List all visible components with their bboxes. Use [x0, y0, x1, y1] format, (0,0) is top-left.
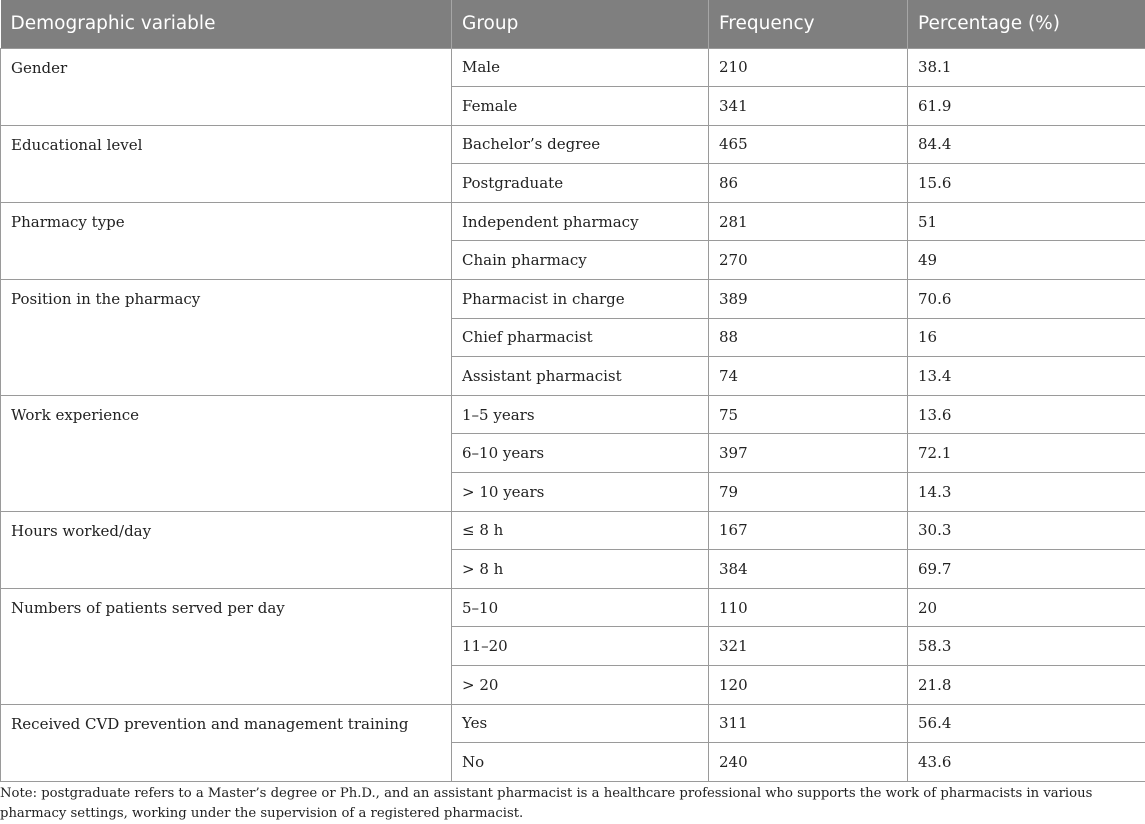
- variable-cell: Work experience: [1, 395, 452, 511]
- header-group: Group: [452, 0, 709, 48]
- group-cell: Postgraduate: [452, 164, 709, 203]
- frequency-cell: 74: [709, 357, 908, 396]
- table-row: [1, 511, 1145, 550]
- group-cell: 6–10 years: [452, 434, 709, 473]
- percentage-cell: 49: [908, 241, 1145, 280]
- group-cell: Chief pharmacist: [452, 318, 709, 357]
- percentage-cell: 15.6: [908, 164, 1145, 203]
- variable-cell: Pharmacy type: [1, 202, 452, 279]
- group-cell: ≤ 8 h: [452, 511, 709, 550]
- percentage-cell: 43.6: [908, 743, 1145, 782]
- percentage-cell: 58.3: [908, 627, 1145, 666]
- percentage-cell: 16: [908, 318, 1145, 357]
- group-cell: Chain pharmacy: [452, 241, 709, 280]
- group-cell: > 8 h: [452, 550, 709, 589]
- group-cell: No: [452, 743, 709, 782]
- table-header-row: [1, 0, 1145, 48]
- frequency-cell: 120: [709, 666, 908, 705]
- group-cell: 11–20: [452, 627, 709, 666]
- group-cell: Bachelor’s degree: [452, 125, 709, 164]
- percentage-cell: 30.3: [908, 511, 1145, 550]
- frequency-cell: 270: [709, 241, 908, 280]
- percentage-cell: 84.4: [908, 125, 1145, 164]
- table-row: [1, 202, 1145, 241]
- variable-cell: Numbers of patients served per day: [1, 588, 452, 704]
- percentage-cell: 20: [908, 588, 1145, 627]
- frequency-cell: 86: [709, 164, 908, 203]
- frequency-cell: 240: [709, 743, 908, 782]
- frequency-cell: 384: [709, 550, 908, 589]
- percentage-cell: 61.9: [908, 87, 1145, 126]
- percentage-cell: 51: [908, 202, 1145, 241]
- table-note: Note: postgraduate refers to a Master’s degree or Ph.D., and an assistant pharmacist is a healthcare professional who supports the work of pharmacists in various pharmacy settings, working under the supervision of a registered pharmacist.: [0, 786, 1093, 821]
- group-cell: Independent pharmacy: [452, 202, 709, 241]
- variable-cell: Received CVD prevention and management training: [1, 704, 452, 781]
- group-cell: Yes: [452, 704, 709, 743]
- group-cell: Assistant pharmacist: [452, 357, 709, 396]
- header-frequency: Frequency: [709, 0, 908, 48]
- variable-cell: Gender: [1, 48, 452, 125]
- percentage-cell: 70.6: [908, 280, 1145, 319]
- percentage-cell: 56.4: [908, 704, 1145, 743]
- header-demographic-variable: Demographic variable: [1, 0, 452, 48]
- table-body: [1, 48, 1145, 781]
- table-row: [1, 48, 1145, 87]
- variable-cell: Hours worked/day: [1, 511, 452, 588]
- frequency-cell: 210: [709, 48, 908, 87]
- percentage-cell: 14.3: [908, 473, 1145, 512]
- frequency-cell: 79: [709, 473, 908, 512]
- frequency-cell: 465: [709, 125, 908, 164]
- variable-cell: Educational level: [1, 125, 452, 202]
- table-row: [1, 588, 1145, 627]
- group-cell: Female: [452, 87, 709, 126]
- frequency-cell: 281: [709, 202, 908, 241]
- frequency-cell: 389: [709, 280, 908, 319]
- group-cell: Male: [452, 48, 709, 87]
- table-row: [1, 125, 1145, 164]
- table-row: [1, 395, 1145, 434]
- group-cell: 1–5 years: [452, 395, 709, 434]
- group-cell: Pharmacist in charge: [452, 280, 709, 319]
- percentage-cell: 69.7: [908, 550, 1145, 589]
- variable-cell: Position in the pharmacy: [1, 280, 452, 396]
- table-row: [1, 280, 1145, 319]
- table-row: [1, 704, 1145, 743]
- percentage-cell: 38.1: [908, 48, 1145, 87]
- group-cell: > 20: [452, 666, 709, 705]
- frequency-cell: 311: [709, 704, 908, 743]
- header-percentage: Percentage (%): [908, 0, 1145, 48]
- frequency-cell: 167: [709, 511, 908, 550]
- group-cell: 5–10: [452, 588, 709, 627]
- percentage-cell: 13.4: [908, 357, 1145, 396]
- frequency-cell: 341: [709, 87, 908, 126]
- frequency-cell: 88: [709, 318, 908, 357]
- group-cell: > 10 years: [452, 473, 709, 512]
- percentage-cell: 13.6: [908, 395, 1145, 434]
- frequency-cell: 397: [709, 434, 908, 473]
- percentage-cell: 21.8: [908, 666, 1145, 705]
- frequency-cell: 110: [709, 588, 908, 627]
- frequency-cell: 321: [709, 627, 908, 666]
- frequency-cell: 75: [709, 395, 908, 434]
- percentage-cell: 72.1: [908, 434, 1145, 473]
